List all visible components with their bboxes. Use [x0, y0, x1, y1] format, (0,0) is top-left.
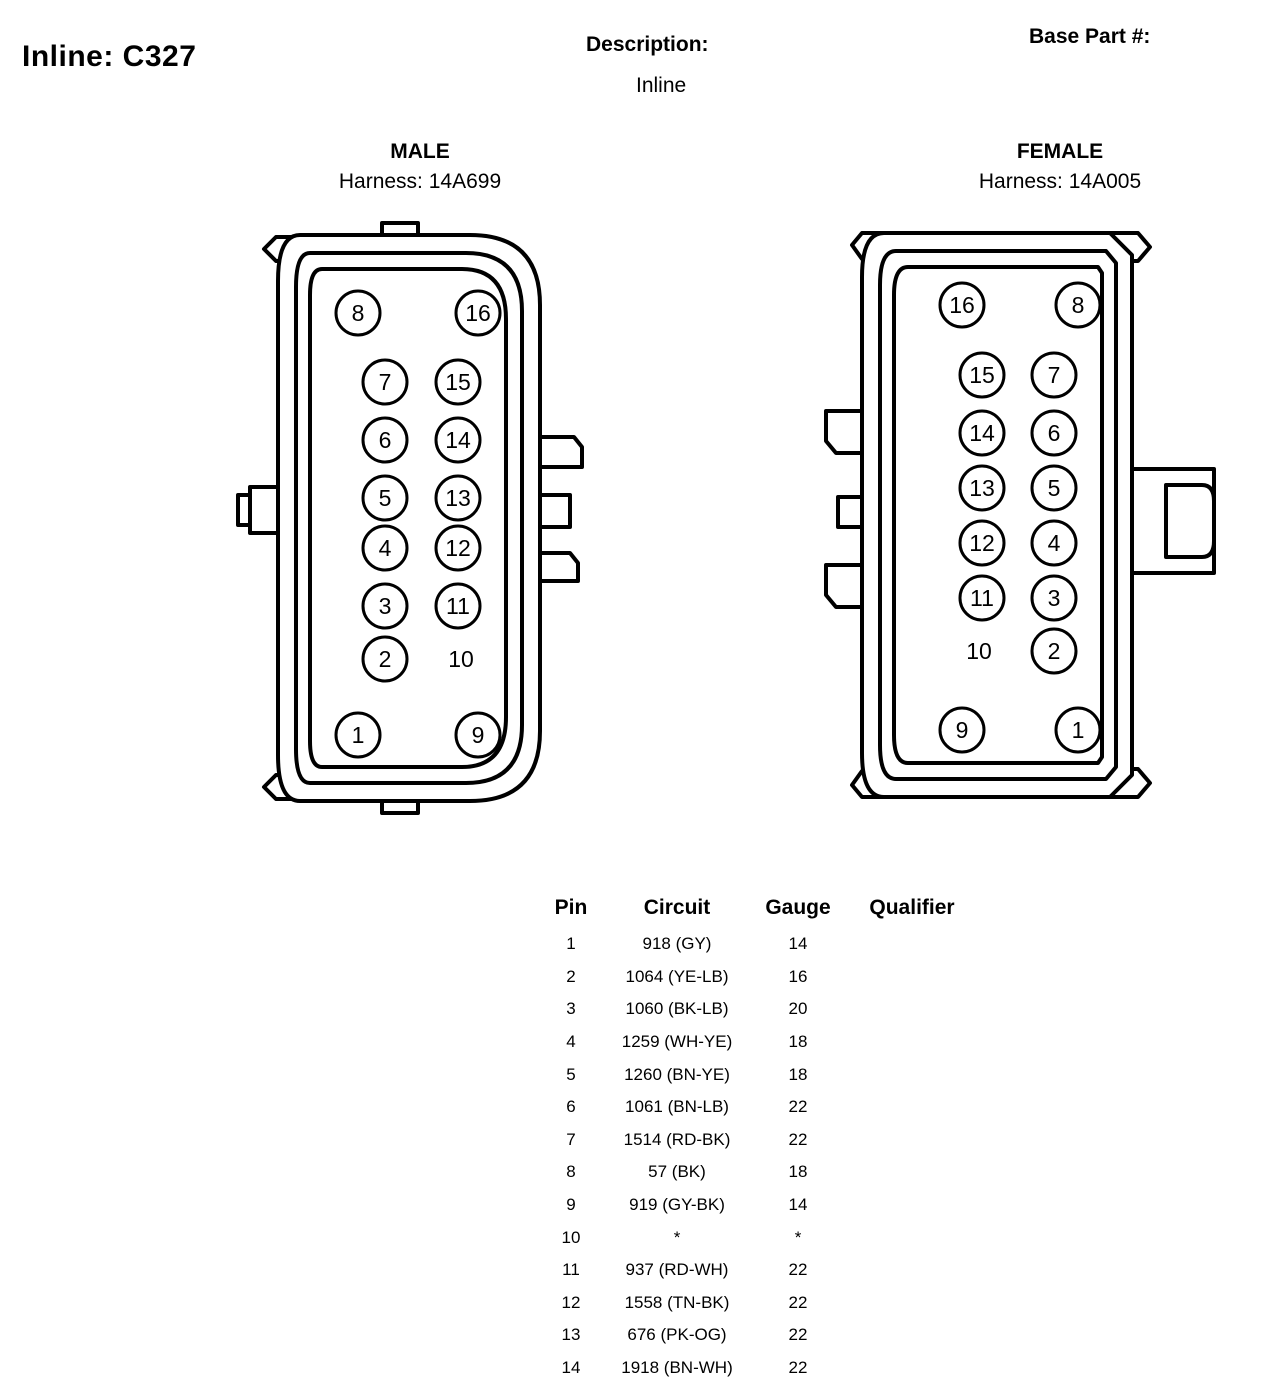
male-connector-title: MALE	[390, 140, 450, 163]
gauge-cell: 18	[788, 1064, 808, 1084]
male-pin-12: 12	[445, 535, 471, 561]
female-connector-harness: Harness: 14A005	[978, 170, 1142, 193]
gauge-cell: 14	[788, 934, 808, 954]
pin-cell: 14	[561, 1358, 581, 1378]
female-pin-13: 13	[969, 475, 995, 501]
gauge-cell: 22	[788, 1358, 808, 1378]
table-row	[540, 1221, 980, 1254]
table-row	[540, 1189, 980, 1222]
circuit-cell: 1558 (TN-BK)	[624, 1292, 730, 1312]
male-pin-10: 10	[448, 646, 474, 672]
male-pin-11: 11	[446, 593, 470, 619]
female-pin-2: 2	[1047, 638, 1061, 664]
male-pin-5: 5	[378, 485, 392, 511]
pin-cell: 6	[566, 1097, 576, 1117]
qualifier-cell	[844, 928, 980, 961]
qualifier-cell	[844, 1091, 980, 1124]
circuit-cell: 1064 (YE-LB)	[625, 966, 729, 986]
table-row	[540, 1254, 980, 1287]
circuit-cell: 919 (GY-BK)	[629, 1195, 725, 1215]
female-pin-7: 7	[1047, 362, 1061, 388]
qualifier-cell	[844, 1058, 980, 1091]
gauge-cell: 18	[788, 1162, 808, 1182]
male-pin-15: 15	[445, 369, 471, 395]
male-pin-8: 8	[351, 300, 365, 326]
table-row	[540, 1287, 980, 1320]
column-header-circuit: Circuit	[643, 896, 711, 919]
pin-cell: 7	[566, 1129, 576, 1149]
pin-cell: 3	[566, 999, 576, 1019]
table-row	[540, 1156, 980, 1189]
pin-cell: 5	[566, 1064, 576, 1084]
page-title: Inline: C327	[22, 40, 197, 73]
pin-cell: 4	[566, 1032, 576, 1052]
male-pin-7: 7	[378, 369, 392, 395]
gauge-cell: 20	[788, 999, 808, 1019]
female-pin-9: 9	[955, 717, 969, 743]
male-pin-16: 16	[465, 300, 491, 326]
male-connector-diagram	[230, 215, 630, 835]
column-header-pin: Pin	[554, 896, 588, 919]
pin-cell: 12	[561, 1292, 581, 1312]
circuit-cell: *	[673, 1227, 681, 1247]
female-pin-8: 8	[1071, 292, 1085, 318]
pin-cell: 10	[561, 1227, 581, 1247]
female-pin-3: 3	[1047, 585, 1061, 611]
table-row	[540, 961, 980, 994]
male-pin-14: 14	[445, 427, 471, 453]
female-pin-16: 16	[949, 292, 975, 318]
qualifier-cell	[844, 1287, 980, 1320]
gauge-cell: *	[794, 1227, 802, 1247]
qualifier-cell	[844, 1124, 980, 1157]
female-pin-10: 10	[966, 638, 992, 664]
qualifier-cell	[844, 1254, 980, 1287]
female-pin-11: 11	[970, 585, 994, 611]
female-pin-4: 4	[1047, 530, 1061, 556]
circuit-cell: 937 (RD-WH)	[625, 1260, 729, 1280]
circuit-cell: 918 (GY)	[642, 934, 712, 954]
circuit-cell: 1061 (BN-LB)	[625, 1097, 729, 1117]
pin-cell: 1	[566, 934, 576, 954]
pin-cell: 2	[566, 966, 576, 986]
description-value: Inline	[636, 74, 687, 97]
pin-cell: 13	[561, 1325, 581, 1345]
table-row	[540, 993, 980, 1026]
female-pin-1: 1	[1071, 717, 1085, 743]
table-row	[540, 1058, 980, 1091]
table-row	[540, 1352, 980, 1385]
female-pin-14: 14	[969, 420, 995, 446]
qualifier-cell	[844, 1319, 980, 1352]
gauge-cell: 22	[788, 1097, 808, 1117]
male-pin-2: 2	[378, 646, 392, 672]
gauge-cell: 18	[788, 1032, 808, 1052]
description-label: Description:	[586, 33, 709, 56]
pin-cell: 8	[566, 1162, 576, 1182]
qualifier-cell	[844, 1352, 980, 1385]
female-pin-5: 5	[1047, 475, 1061, 501]
table-row	[540, 1124, 980, 1157]
table-row	[540, 1091, 980, 1124]
qualifier-cell	[844, 993, 980, 1026]
male-pin-6: 6	[378, 427, 392, 453]
female-pin-12: 12	[969, 530, 995, 556]
circuit-cell: 1918 (BN-WH)	[621, 1358, 733, 1378]
circuit-cell: 1260 (BN-YE)	[624, 1064, 730, 1084]
circuit-cell: 1259 (WH-YE)	[621, 1032, 733, 1052]
gauge-cell: 22	[788, 1260, 808, 1280]
qualifier-cell	[844, 1189, 980, 1222]
female-connector-title: FEMALE	[1016, 140, 1104, 163]
male-pin-9: 9	[471, 722, 485, 748]
table-row	[540, 928, 980, 961]
circuit-cell: 1060 (BK-LB)	[625, 999, 729, 1019]
qualifier-cell	[844, 1156, 980, 1189]
male-connector-harness: Harness: 14A699	[338, 170, 502, 193]
table-row	[540, 1319, 980, 1352]
circuit-cell: 1514 (RD-BK)	[623, 1129, 731, 1149]
female-pin-6: 6	[1047, 420, 1061, 446]
table-row	[540, 1026, 980, 1059]
column-header-qualifier: Qualifier	[869, 896, 955, 919]
gauge-cell: 22	[788, 1292, 808, 1312]
circuit-cell: 57 (BK)	[648, 1162, 706, 1182]
male-pin-3: 3	[378, 593, 392, 619]
table-header-row	[540, 896, 980, 928]
gauge-cell: 14	[788, 1195, 808, 1215]
male-pin-4: 4	[378, 535, 392, 561]
female-pin-15: 15	[969, 362, 995, 388]
qualifier-cell	[844, 1221, 980, 1254]
column-header-gauge: Gauge	[765, 896, 831, 919]
gauge-cell: 22	[788, 1129, 808, 1149]
pin-circuit-table	[540, 896, 980, 1384]
male-pin-13: 13	[445, 485, 471, 511]
pin-cell: 9	[566, 1195, 576, 1215]
male-pin-1: 1	[351, 722, 365, 748]
base-part-number-label: Base Part #:	[1029, 25, 1151, 48]
circuit-cell: 676 (PK-OG)	[627, 1325, 727, 1345]
female-connector-diagram	[810, 215, 1270, 835]
gauge-cell: 16	[788, 966, 808, 986]
gauge-cell: 22	[788, 1325, 808, 1345]
pin-cell: 11	[562, 1260, 580, 1280]
qualifier-cell	[844, 961, 980, 994]
qualifier-cell	[844, 1026, 980, 1059]
